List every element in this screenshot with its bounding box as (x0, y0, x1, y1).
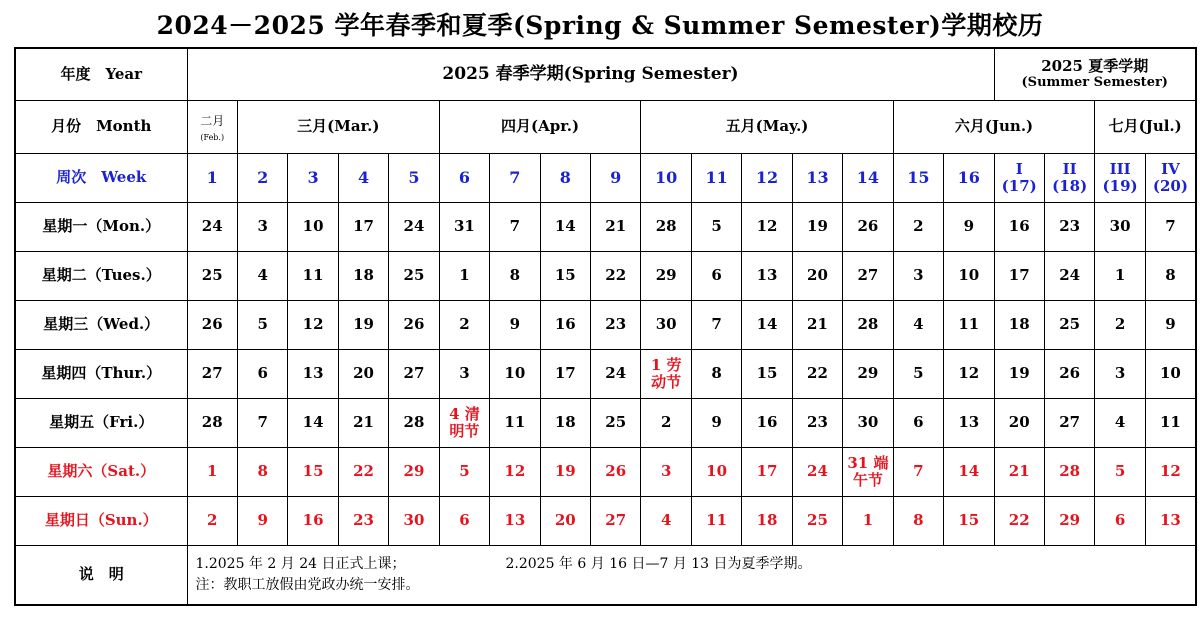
date-cell: 12 (288, 301, 338, 350)
notes-row (15, 546, 1196, 606)
date-cell: 30 (641, 301, 691, 350)
week-row (15, 154, 1196, 203)
week-number: IV (1161, 159, 1180, 178)
date-cell: 14 (288, 399, 338, 448)
date-cell: 5 (237, 301, 287, 350)
day-row (15, 203, 1196, 252)
day-row (15, 448, 1196, 497)
day-label: 星期日（Sun.） (15, 497, 187, 546)
day-row (15, 301, 1196, 350)
date-cell: 28 (1044, 448, 1094, 497)
date-cell: 13 (1145, 497, 1196, 546)
date-cell: 2 (641, 399, 691, 448)
date-cell: 17 (338, 203, 388, 252)
date-cell: 15 (742, 350, 792, 399)
date-cell: 7 (490, 203, 540, 252)
date-cell: 7 (691, 301, 741, 350)
date-cell: 22 (792, 350, 842, 399)
month-jun: 六月(Jun.) (893, 101, 1095, 154)
date-cell: 28 (641, 203, 691, 252)
date-cell: 16 (994, 203, 1044, 252)
holiday-text: 4 清 (449, 404, 480, 423)
month-label: 月份 Month (15, 101, 187, 154)
date-cell (439, 399, 489, 448)
week-cell: 3 (288, 154, 338, 203)
date-cell: 27 (187, 350, 237, 399)
week-cell: 14 (843, 154, 893, 203)
date-cell: 4 (641, 497, 691, 546)
date-cell: 12 (490, 448, 540, 497)
date-cell: 5 (439, 448, 489, 497)
notes-content (187, 546, 1196, 606)
summer-semester-header (994, 48, 1196, 101)
date-cell: 2 (893, 203, 943, 252)
week-cell (1145, 154, 1196, 203)
date-cell: 19 (338, 301, 388, 350)
week-cell: 5 (389, 154, 439, 203)
date-cell: 25 (1044, 301, 1094, 350)
date-cell: 6 (691, 252, 741, 301)
week-cell: 12 (742, 154, 792, 203)
date-cell: 8 (893, 497, 943, 546)
date-cell: 29 (1044, 497, 1094, 546)
date-cell: 6 (237, 350, 287, 399)
date-cell: 9 (691, 399, 741, 448)
date-cell: 26 (187, 301, 237, 350)
date-cell: 8 (691, 350, 741, 399)
date-cell: 26 (843, 203, 893, 252)
notes-line-1 (196, 554, 1196, 575)
date-cell: 18 (540, 399, 590, 448)
day-row (15, 350, 1196, 399)
week-number: II (1062, 159, 1077, 178)
date-cell: 10 (288, 203, 338, 252)
date-cell: 14 (944, 448, 994, 497)
holiday-text: 1 劳 (650, 355, 682, 374)
date-cell: 26 (1044, 350, 1094, 399)
date-cell: 12 (1145, 448, 1196, 497)
date-cell: 15 (944, 497, 994, 546)
week-label: 周次 Week (15, 154, 187, 203)
date-cell: 25 (187, 252, 237, 301)
date-cell: 22 (591, 252, 641, 301)
date-cell: 20 (338, 350, 388, 399)
week-cell: 7 (490, 154, 540, 203)
day-row (15, 252, 1196, 301)
date-cell: 8 (237, 448, 287, 497)
month-feb-cn: 二月 (200, 114, 225, 129)
date-cell: 14 (540, 203, 590, 252)
date-cell: 13 (288, 350, 338, 399)
date-cell: 9 (490, 301, 540, 350)
page-title: 2024－2025 学年春季和夏季(Spring & Summer Semester)学期校历 (156, 11, 1044, 40)
date-cell: 11 (1145, 399, 1196, 448)
date-cell: 27 (843, 252, 893, 301)
date-cell: 6 (893, 399, 943, 448)
date-cell: 12 (742, 203, 792, 252)
date-cell: 29 (641, 252, 691, 301)
day-label: 星期二（Tues.） (15, 252, 187, 301)
day-row (15, 497, 1196, 546)
date-cell: 13 (742, 252, 792, 301)
date-cell: 25 (591, 399, 641, 448)
date-cell: 24 (792, 448, 842, 497)
day-label: 星期一（Mon.） (15, 203, 187, 252)
date-cell: 2 (439, 301, 489, 350)
week-cell: 10 (641, 154, 691, 203)
date-cell: 30 (1095, 203, 1145, 252)
date-cell: 6 (1095, 497, 1145, 546)
date-cell: 9 (944, 203, 994, 252)
date-cell: 24 (389, 203, 439, 252)
date-cell: 1 (1095, 252, 1145, 301)
week-cell: 4 (338, 154, 388, 203)
date-cell: 17 (742, 448, 792, 497)
year-row (15, 48, 1196, 101)
date-cell: 20 (540, 497, 590, 546)
day-label: 星期四（Thur.） (15, 350, 187, 399)
date-cell: 20 (792, 252, 842, 301)
date-cell: 26 (389, 301, 439, 350)
date-cell: 27 (1044, 399, 1094, 448)
date-cell: 11 (944, 301, 994, 350)
week-cell: 9 (591, 154, 641, 203)
month-row (15, 101, 1196, 154)
date-cell: 25 (792, 497, 842, 546)
date-cell: 15 (288, 448, 338, 497)
date-cell: 21 (338, 399, 388, 448)
date-cell: 9 (237, 497, 287, 546)
spring-semester-header: 2025 春季学期(Spring Semester) (187, 48, 994, 101)
date-cell: 27 (591, 497, 641, 546)
month-mar: 三月(Mar.) (237, 101, 439, 154)
note-item-2: 2.2025 年 6 月 16 日—7 月 13 日为夏季学期。 (505, 556, 812, 572)
date-cell: 1 (187, 448, 237, 497)
week-cell: 6 (439, 154, 489, 203)
date-cell: 28 (843, 301, 893, 350)
date-cell: 18 (338, 252, 388, 301)
day-label: 星期三（Wed.） (15, 301, 187, 350)
week-cell: 1 (187, 154, 237, 203)
date-cell (843, 448, 893, 497)
date-cell: 7 (237, 399, 287, 448)
date-cell: 19 (792, 203, 842, 252)
date-cell: 18 (742, 497, 792, 546)
week-number-sub: (20) (1152, 177, 1188, 195)
date-cell: 4 (237, 252, 287, 301)
day-label: 星期六（Sat.） (15, 448, 187, 497)
week-cell: 8 (540, 154, 590, 203)
week-number: I (1015, 159, 1023, 178)
date-cell: 28 (187, 399, 237, 448)
date-cell: 25 (389, 252, 439, 301)
date-cell: 21 (994, 448, 1044, 497)
date-cell: 23 (792, 399, 842, 448)
notes-line-2: 注：教职工放假由党政办统一安排。 (195, 577, 420, 593)
date-cell: 24 (591, 350, 641, 399)
month-jul: 七月(Jul.) (1095, 101, 1196, 154)
date-cell: 23 (338, 497, 388, 546)
day-row (15, 399, 1196, 448)
date-cell: 19 (994, 350, 1044, 399)
date-cell: 29 (389, 448, 439, 497)
holiday-text: 动节 (651, 373, 682, 391)
week-number-sub: (17) (1001, 177, 1037, 195)
week-cell: 13 (792, 154, 842, 203)
date-cell: 15 (540, 252, 590, 301)
date-cell: 4 (893, 301, 943, 350)
date-cell: 21 (591, 203, 641, 252)
week-cell: 2 (237, 154, 287, 203)
date-cell: 13 (944, 399, 994, 448)
date-cell: 18 (994, 301, 1044, 350)
date-cell: 27 (389, 350, 439, 399)
date-cell: 9 (1145, 301, 1196, 350)
date-cell (641, 350, 691, 399)
notes-label: 说 明 (15, 546, 187, 606)
date-cell: 14 (742, 301, 792, 350)
date-cell: 22 (994, 497, 1044, 546)
month-feb (187, 101, 237, 154)
year-label: 年度 Year (15, 48, 187, 101)
date-cell: 22 (338, 448, 388, 497)
month-apr: 四月(Apr.) (439, 101, 641, 154)
date-cell: 1 (843, 497, 893, 546)
week-number-sub: (19) (1102, 177, 1138, 195)
week-cell: 11 (691, 154, 741, 203)
date-cell: 11 (288, 252, 338, 301)
date-cell: 3 (641, 448, 691, 497)
month-feb-en: (Feb.) (200, 132, 225, 142)
day-label: 星期五（Fri.） (15, 399, 187, 448)
date-cell: 17 (994, 252, 1044, 301)
date-cell: 30 (843, 399, 893, 448)
date-cell: 3 (439, 350, 489, 399)
date-cell: 4 (1095, 399, 1145, 448)
date-cell: 10 (1145, 350, 1196, 399)
date-cell: 19 (540, 448, 590, 497)
week-cell: 16 (944, 154, 994, 203)
date-cell: 10 (490, 350, 540, 399)
date-cell: 31 (439, 203, 489, 252)
week-number: III (1109, 159, 1131, 178)
date-cell: 6 (439, 497, 489, 546)
date-cell: 16 (742, 399, 792, 448)
week-number-sub: (18) (1052, 177, 1088, 195)
holiday-text: 午节 (852, 471, 883, 489)
holiday-text: 明节 (449, 422, 480, 440)
date-cell: 3 (893, 252, 943, 301)
calendar-table (14, 47, 1197, 606)
week-cell: 15 (893, 154, 943, 203)
date-cell: 10 (691, 448, 741, 497)
date-cell: 13 (490, 497, 540, 546)
summer-semester-title: 2025 夏季学期 (1041, 57, 1149, 76)
date-cell: 2 (1095, 301, 1145, 350)
date-cell: 26 (591, 448, 641, 497)
date-cell: 8 (1145, 252, 1196, 301)
date-cell: 16 (288, 497, 338, 546)
date-cell: 17 (540, 350, 590, 399)
week-cell (1044, 154, 1094, 203)
date-cell: 10 (944, 252, 994, 301)
date-cell: 30 (389, 497, 439, 546)
date-cell: 29 (843, 350, 893, 399)
note-item-1: 1.2025 年 2 月 24 日正式上课； (195, 556, 406, 572)
date-cell: 11 (490, 399, 540, 448)
month-may: 五月(May.) (641, 101, 893, 154)
date-cell: 3 (237, 203, 287, 252)
date-cell: 16 (540, 301, 590, 350)
date-cell: 1 (439, 252, 489, 301)
date-cell: 28 (389, 399, 439, 448)
date-cell: 8 (490, 252, 540, 301)
week-cell (1095, 154, 1145, 203)
date-cell: 12 (944, 350, 994, 399)
summer-semester-subtitle: (Summer Semester) (1021, 74, 1168, 90)
date-cell: 24 (1044, 252, 1094, 301)
date-cell: 11 (691, 497, 741, 546)
date-cell: 7 (893, 448, 943, 497)
date-cell: 3 (1095, 350, 1145, 399)
date-cell: 5 (691, 203, 741, 252)
date-cell: 23 (1044, 203, 1094, 252)
holiday-text: 31 端 (847, 453, 889, 472)
date-cell: 2 (187, 497, 237, 546)
date-cell: 5 (893, 350, 943, 399)
date-cell: 23 (591, 301, 641, 350)
date-cell: 21 (792, 301, 842, 350)
week-cell (994, 154, 1044, 203)
date-cell: 7 (1145, 203, 1196, 252)
date-cell: 20 (994, 399, 1044, 448)
date-cell: 5 (1095, 448, 1145, 497)
date-cell: 24 (187, 203, 237, 252)
